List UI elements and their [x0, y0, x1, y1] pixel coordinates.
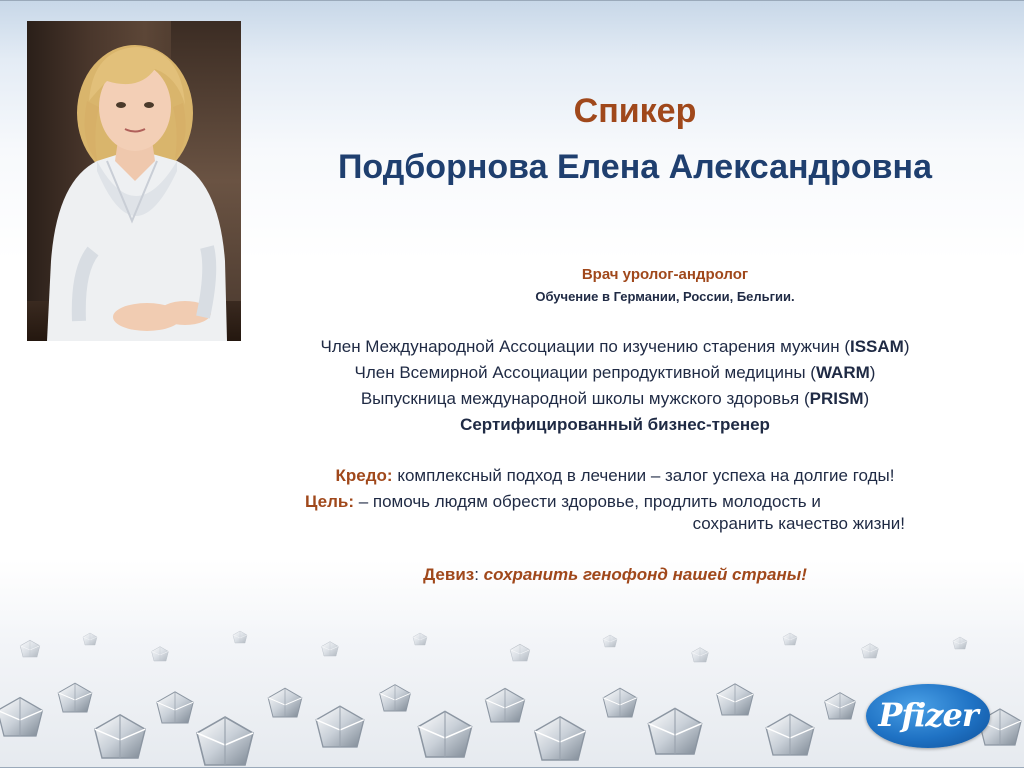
speaker-photo	[27, 21, 241, 341]
membership-abbr: ISSAM	[850, 337, 904, 356]
credo-text: комплексный подход в лечении – залог успеха на долгие годы!	[392, 466, 895, 485]
education: Обучение в Германии, России, Бельгии.	[535, 289, 795, 304]
membership-text: Член Всемирной Ассоциации репродуктивной медицины (	[354, 363, 816, 382]
top-border	[0, 0, 1024, 1]
speaker-portrait-illustration	[27, 21, 241, 341]
membership-abbr: WARM	[815, 363, 870, 382]
membership-abbr: PRISM	[809, 389, 864, 408]
membership-close: )	[903, 337, 910, 356]
membership-text: Выпускница международной школы мужского здоровья (	[360, 389, 810, 408]
credo-label: Кредо:	[335, 466, 393, 485]
credo	[220, 466, 1010, 486]
goal-text: – помочь людям обрести здоровье, продлить молодость и	[354, 492, 821, 511]
membership-warm	[220, 363, 1010, 383]
membership-issam	[220, 337, 1010, 357]
motto-text: сохранить генофонд нашей страны!	[483, 565, 807, 584]
specialty: Врач уролог-андролог	[581, 266, 749, 283]
membership-close: )	[863, 389, 870, 408]
speaker-name: Подборнова Елена Александровна	[337, 148, 933, 186]
motto	[220, 565, 1010, 585]
motto-label: Девиз	[423, 565, 475, 584]
goal	[305, 492, 1005, 512]
membership-close: )	[869, 363, 876, 382]
slide-title: Спикер	[573, 92, 697, 130]
pfizer-logo	[866, 684, 990, 748]
certification: Сертифицированный бизнес-тренер	[460, 415, 770, 434]
motto-colon: :	[474, 565, 484, 584]
membership-prism	[220, 389, 1010, 409]
membership-text: Член Международной Ассоциации по изучению старения мужчин (	[320, 337, 850, 356]
pfizer-logo-text: Pfizer	[878, 696, 978, 734]
goal-label: Цель:	[305, 492, 354, 511]
goal-continuation: сохранить качество жизни!	[692, 514, 905, 533]
